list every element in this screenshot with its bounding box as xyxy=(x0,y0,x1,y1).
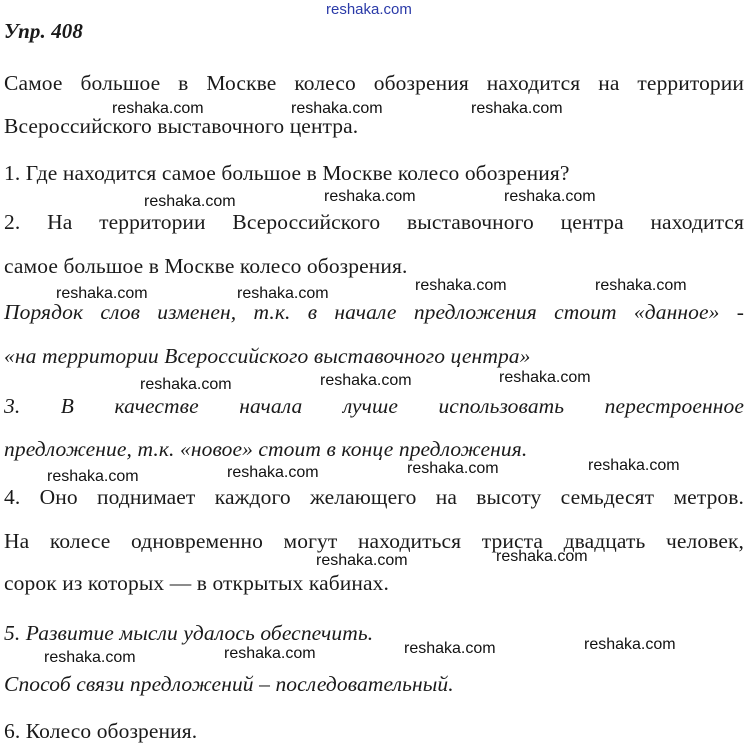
watermark: reshaka.com xyxy=(224,645,316,662)
exercise-title: Упр. 408 xyxy=(4,19,84,43)
watermark: reshaka.com xyxy=(496,548,588,565)
watermark: reshaka.com xyxy=(584,636,676,653)
watermark: reshaka.com xyxy=(471,100,563,117)
watermark: reshaka.com xyxy=(44,649,136,666)
answer-2-note-cont: «на территории Всероссийского выставочного центра» xyxy=(4,344,531,368)
watermark: reshaka.com xyxy=(320,372,412,389)
paragraph-line: Самое большое в Москве колесо обозрения находится на территории xyxy=(4,71,744,95)
watermark: reshaka.com xyxy=(404,640,496,657)
watermark: reshaka.com xyxy=(588,457,680,474)
watermark: reshaka.com xyxy=(140,376,232,393)
watermark: reshaka.com xyxy=(415,277,507,294)
watermark: reshaka.com xyxy=(237,285,329,302)
watermark: reshaka.com xyxy=(407,460,499,477)
watermark: reshaka.com xyxy=(595,277,687,294)
watermark: reshaka.com xyxy=(316,552,408,569)
watermark: reshaka.com xyxy=(47,468,139,485)
watermark: reshaka.com xyxy=(291,100,383,117)
answer-6: 6. Колесо обозрения. xyxy=(4,719,198,743)
watermark: reshaka.com xyxy=(56,285,148,302)
answer-3-cont: предложение, т.к. «новое» стоит в конце предложения. xyxy=(4,437,528,461)
answer-5: 5. Развитие мысли удалось обеспечить. xyxy=(4,621,374,645)
paragraph-line: Всероссийского выставочного центра. xyxy=(4,114,359,138)
answer-1: 1. Где находится самое большое в Москве колесо обозрения? xyxy=(4,161,570,185)
watermark: reshaka.com xyxy=(144,193,236,210)
answer-5-note: Способ связи предложений – последовательный. xyxy=(4,672,454,696)
watermark: reshaka.com xyxy=(112,100,204,117)
answer-3: 3. В качестве начала лучше использовать перестроенное xyxy=(4,394,744,418)
watermark: reshaka.com xyxy=(324,188,416,205)
answer-2-cont: самое большое в Москве колесо обозрения. xyxy=(4,254,408,278)
watermark: reshaka.com xyxy=(499,369,591,386)
watermark-top: reshaka.com xyxy=(326,1,412,18)
watermark: reshaka.com xyxy=(504,188,596,205)
watermark: reshaka.com xyxy=(227,464,319,481)
answer-2: 2. На территории Всероссийского выставочного центра находится xyxy=(4,210,744,234)
answer-2-note: Порядок слов изменен, т.к. в начале предложения стоит «данное» - xyxy=(4,300,744,324)
answer-4: 4. Оно поднимает каждого желающего на высоту семьдесят метров. xyxy=(4,485,744,509)
answer-4-cont: На колесе одновременно могут находиться триста двадцать человек, xyxy=(4,529,744,553)
answer-4-cont: сорок из которых — в открытых кабинах. xyxy=(4,571,389,595)
